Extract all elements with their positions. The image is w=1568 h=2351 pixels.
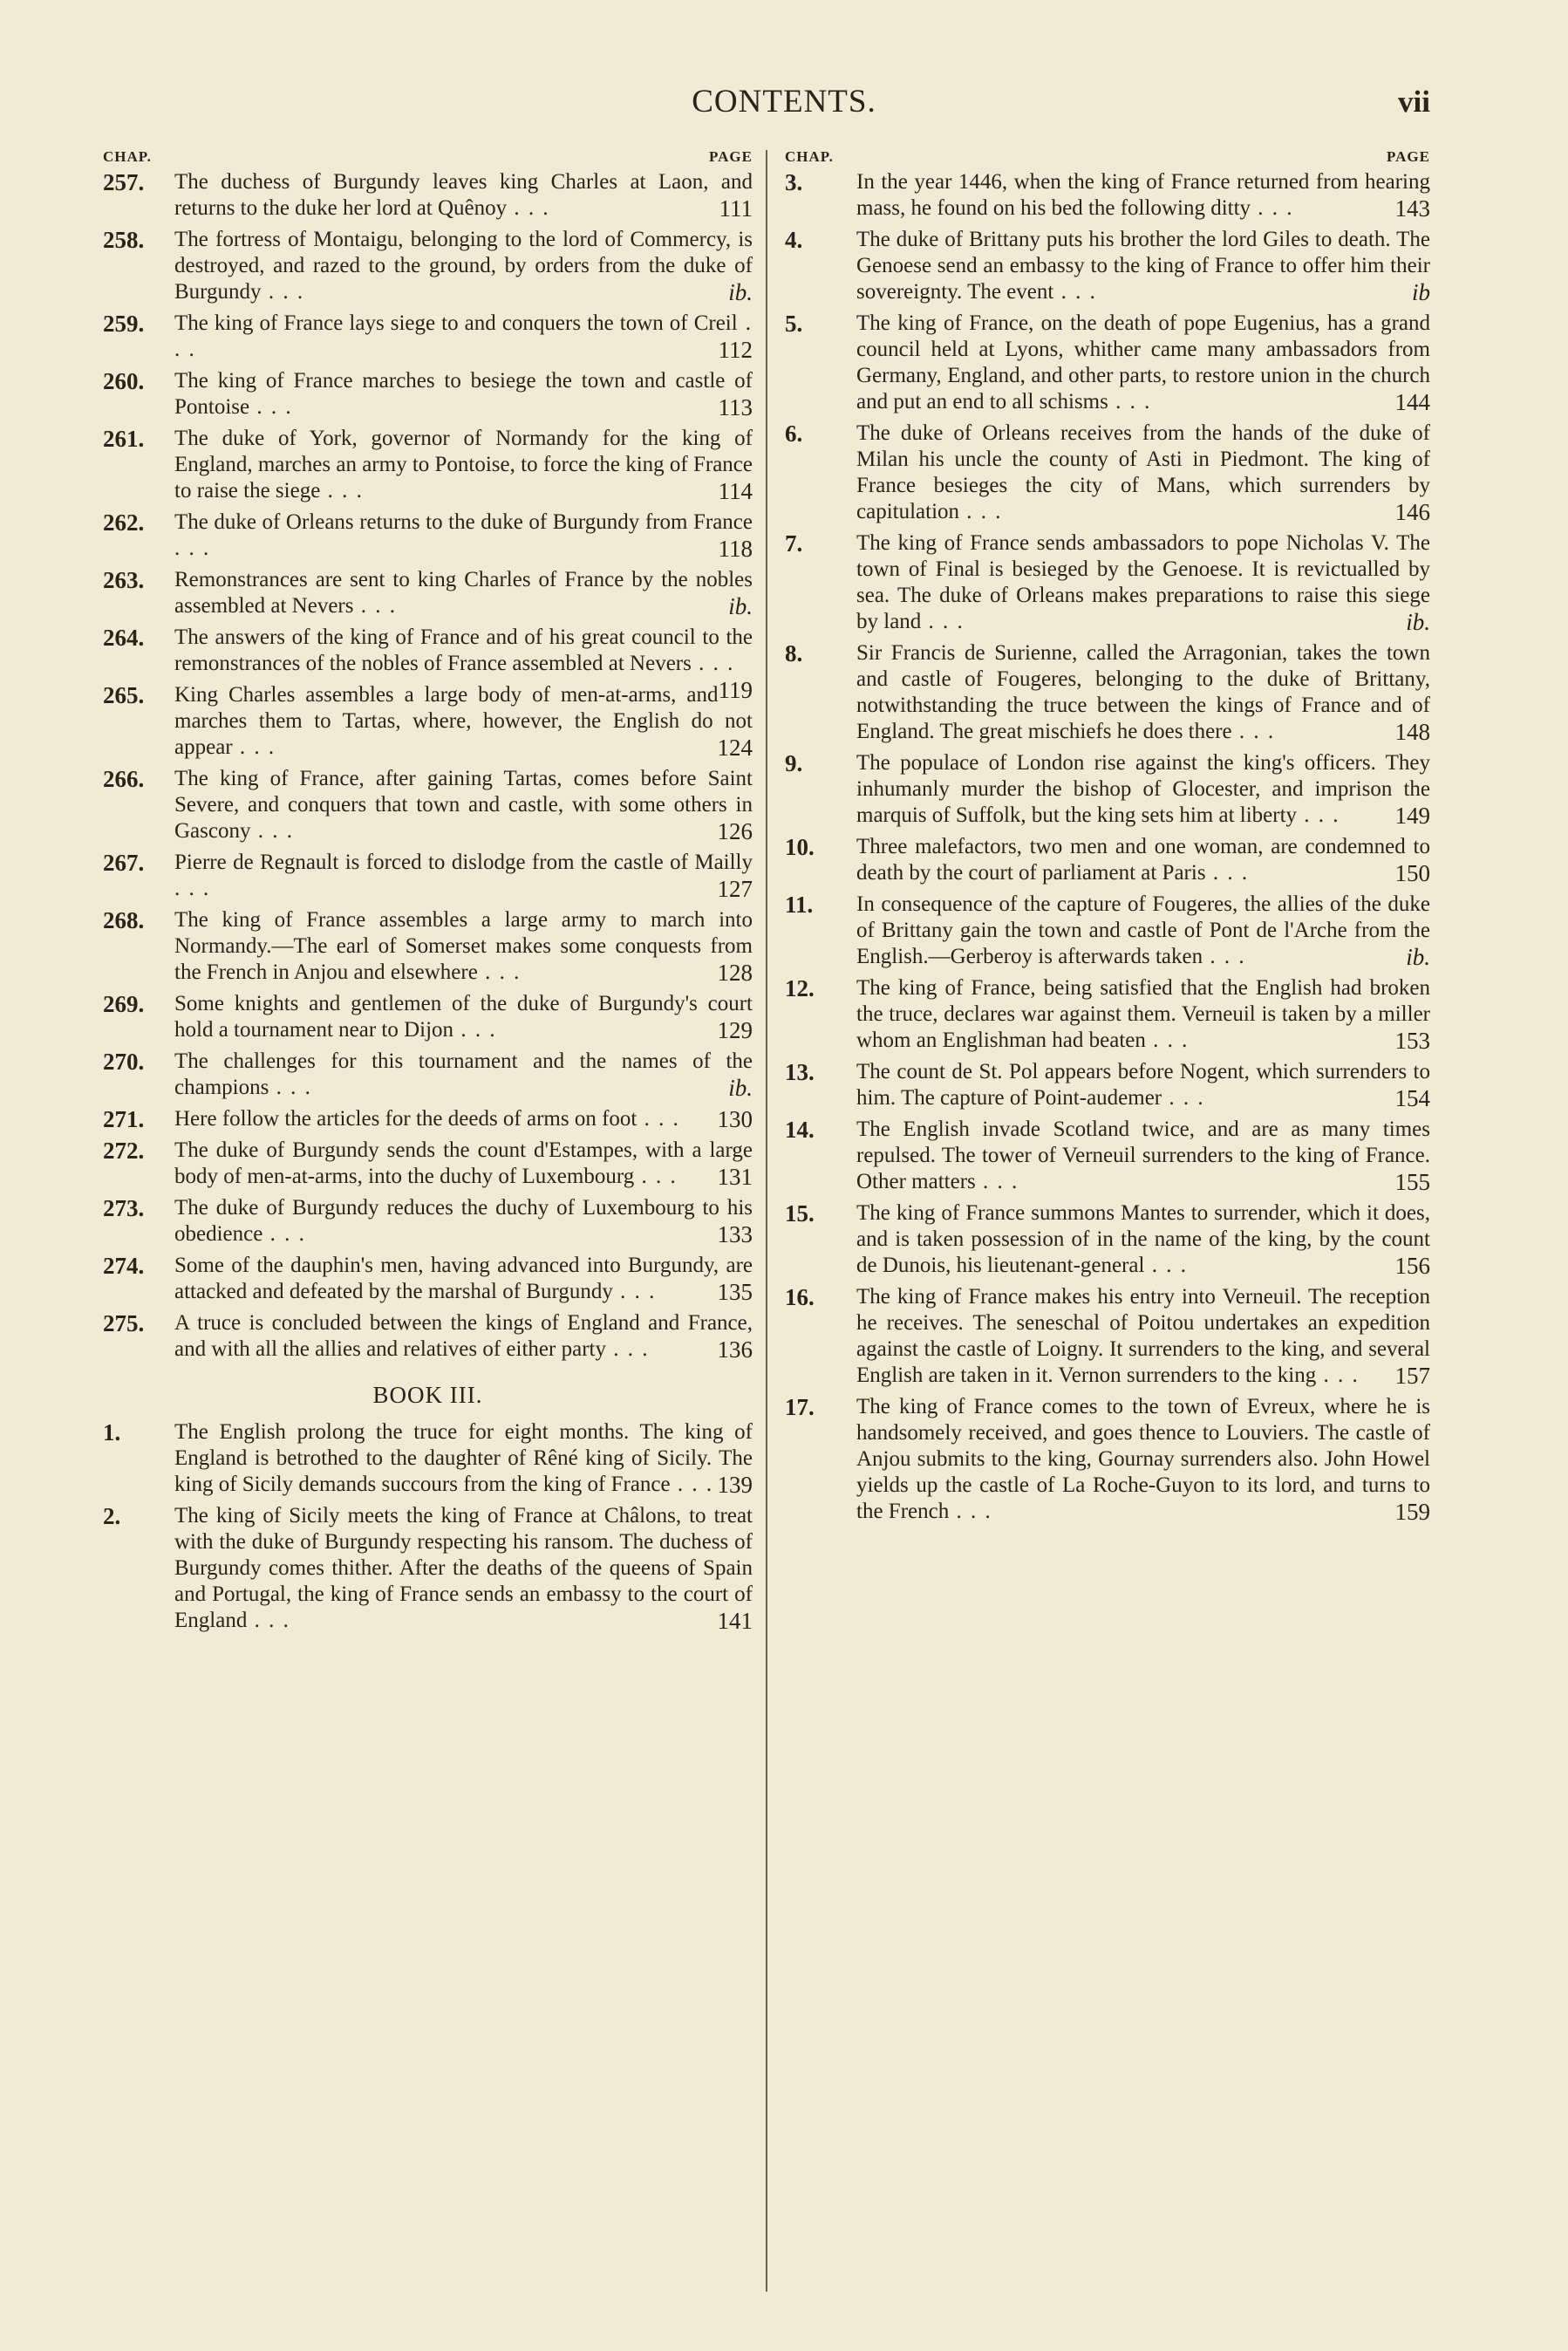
page-reference: 157 <box>1394 1363 1430 1389</box>
left-column <box>103 148 753 1639</box>
dot-leader: . . . <box>1297 803 1340 827</box>
page-reference: 114 <box>718 478 753 504</box>
entry-text-block <box>856 530 1430 635</box>
toc-entry <box>785 311 1430 415</box>
chapter-number: 268. <box>103 907 145 933</box>
chapter-number: 269. <box>103 991 145 1017</box>
entry-text-block <box>174 1195 753 1247</box>
page-reference: 130 <box>717 1106 753 1132</box>
chapter-number: 3. <box>785 169 803 195</box>
toc-entry <box>103 850 753 902</box>
page-reference: 136 <box>717 1336 753 1363</box>
page-reference: 111 <box>719 195 753 222</box>
entry-text-block <box>174 766 753 844</box>
chapter-description: The answers of the king of France and of his great council to the remonstrances of the nobles of France assembled at Nevers <box>174 625 753 675</box>
page-number: vii <box>1398 85 1430 119</box>
toc-entry <box>103 1049 753 1101</box>
page-reference: 146 <box>1394 499 1430 525</box>
chapter-description: The duke of Burgundy reduces the duchy of Luxembourg to his obedience <box>174 1196 753 1246</box>
dot-leader: . . . <box>262 1222 306 1246</box>
entry-text-block <box>174 1503 753 1634</box>
entry-text-block <box>174 368 753 420</box>
chapter-number: 262. <box>103 509 145 536</box>
entry-text-block <box>174 509 753 562</box>
chapter-description: Pierre de Regnault is forced to dislodge from the castle of Mailly <box>174 851 753 874</box>
chapter-number: 2. <box>103 1503 121 1529</box>
page-label: PAGE <box>709 148 753 165</box>
page-reference: ib. <box>1406 944 1430 970</box>
dot-leader: . . . <box>634 1165 678 1188</box>
left-entry-list <box>103 169 753 1363</box>
chapter-number: 271. <box>103 1106 145 1132</box>
dot-leader: . . . <box>174 536 211 560</box>
chapter-number: 258. <box>103 227 145 253</box>
page-reference: ib. <box>1406 609 1430 635</box>
dot-leader: . . . <box>959 500 1003 523</box>
chapter-description: The duke of Orleans receives from the hands of the duke of Milan his uncle the county of Asti in Piedmont. The king of France besieges the city of Mans, which surrenders by capitulation <box>856 421 1430 523</box>
chapter-description: Some knights and gentlemen of the duke of Burgundy's court hold a tournament near to Dijon <box>174 992 753 1042</box>
chapter-number: 267. <box>103 850 145 876</box>
chapter-description: The English prolong the truce for eight months. The king of England is betrothed to the daughter of Rêné king of Sicily. The king of Sicily demands succours from the king of France <box>174 1420 753 1496</box>
dot-leader: . . . <box>1231 720 1276 743</box>
chapter-number: 16. <box>785 1284 815 1310</box>
chapter-description: The king of France summons Mantes to surrender, which it does, and is taken possession of in the name of the king, by the count de Dunois, his lieutenant-general <box>856 1201 1430 1277</box>
entry-text-block <box>856 1394 1430 1525</box>
toc-entry <box>785 420 1430 525</box>
chapter-number: 6. <box>785 420 803 447</box>
page-reference: 143 <box>1394 195 1430 222</box>
entry-text-block <box>856 311 1430 415</box>
chapter-number: 4. <box>785 227 803 253</box>
entry-text-block <box>174 1310 753 1363</box>
dot-leader: . . . <box>1053 280 1097 304</box>
chapter-description: Remonstrances are sent to king Charles of France by the nobles assembled at Nevers <box>174 568 753 618</box>
dot-leader: . . . <box>1108 390 1152 413</box>
page-reference: 139 <box>717 1472 753 1498</box>
chapter-number: 266. <box>103 766 145 792</box>
toc-entry <box>785 834 1430 886</box>
chapter-number: 11. <box>785 892 814 918</box>
page-reference: 126 <box>717 818 753 844</box>
chapter-number: 273. <box>103 1195 145 1221</box>
page-reference: 150 <box>1394 860 1430 886</box>
chap-label: CHAP. <box>103 148 152 165</box>
chapter-description: The challenges for this tournament and the names of the champions <box>174 1049 753 1099</box>
dot-leader: . . . <box>507 196 550 220</box>
entry-text-block <box>174 1106 753 1132</box>
entry-text-block <box>856 975 1430 1054</box>
entry-text-block <box>856 1200 1430 1279</box>
toc-entry <box>103 311 753 363</box>
page-reference: 154 <box>1394 1085 1430 1111</box>
chapter-description: The fortress of Montaigu, belonging to the lord of Commercy, is destroyed, and razed to the ground, by orders from the duke of Burgundy <box>174 228 753 304</box>
book-entry-list <box>103 1419 753 1634</box>
toc-entry <box>103 1310 753 1363</box>
chapter-number: 260. <box>103 368 145 394</box>
entry-text-block <box>856 1117 1430 1195</box>
toc-entry <box>103 426 753 504</box>
toc-entry <box>785 640 1430 745</box>
entry-text-block <box>856 750 1430 829</box>
toc-entry <box>103 766 753 844</box>
book-heading: BOOK III. <box>372 1382 483 1408</box>
chapter-number: 263. <box>103 567 145 593</box>
entry-text-block <box>174 625 753 703</box>
dot-leader: . . . <box>1251 196 1294 220</box>
dot-leader: . . . <box>247 1609 290 1632</box>
page-reference: 156 <box>1394 1253 1430 1279</box>
entry-text-block <box>174 426 753 504</box>
chapter-number: 264. <box>103 625 145 651</box>
toc-entry <box>103 509 753 562</box>
entry-text-block <box>174 907 753 986</box>
chapter-description: The king of France assembles a large army to march into Normandy.—The earl of Somerset makes some conquests from the French in Anjou and elsewhere <box>174 908 753 984</box>
page-reference: 119 <box>718 677 753 703</box>
chapter-description: The king of France, on the death of pope Eugenius, has a grand council held at Lyons, whither came many ambassadors from Germany, England, and other parts, to restore union in the church and put an end to all schisms <box>856 311 1430 413</box>
page-header <box>0 83 1568 126</box>
chapter-description: The king of France, being satisfied that the English had broken the truce, declares war against them. Verneuil is taken by a miller whom an Englishman had beaten <box>856 976 1430 1052</box>
chapter-description: In the year 1446, when the king of France returned from hearing mass, he found on his bed the following ditty <box>856 170 1430 220</box>
dot-leader: . . . <box>261 280 305 304</box>
chapter-description: The duke of Orleans returns to the duke of Burgundy from France <box>174 510 753 534</box>
left-column-header <box>103 148 753 169</box>
chapter-number: 17. <box>785 1394 815 1420</box>
chapter-number: 5. <box>785 311 803 337</box>
entry-text-block <box>174 567 753 619</box>
page-reference: ib. <box>728 1075 753 1101</box>
toc-entry <box>103 682 753 761</box>
chap-label: CHAP. <box>785 148 834 165</box>
entry-text-block <box>174 991 753 1043</box>
toc-entry <box>785 892 1430 970</box>
entry-text-block <box>174 227 753 305</box>
toc-entry <box>785 1200 1430 1279</box>
toc-entry <box>103 1106 753 1132</box>
page-reference: 149 <box>1394 803 1430 829</box>
dot-leader: . . . <box>670 1473 714 1496</box>
entry-text-block <box>856 892 1430 970</box>
page-reference: 129 <box>717 1017 753 1043</box>
toc-entry <box>785 750 1430 829</box>
entry-text-block <box>174 1253 753 1305</box>
chapter-description: The English invade Scotland twice, and are as many times repulsed. The tower of Verneuil surrenders to the king of France. Other matters <box>856 1117 1430 1193</box>
toc-entry <box>785 975 1430 1054</box>
page-title: CONTENTS. <box>692 84 876 120</box>
dot-leader: . . . <box>174 311 753 361</box>
dot-leader: . . . <box>949 1500 992 1523</box>
chapter-number: 265. <box>103 682 145 708</box>
entry-text-block <box>856 1059 1430 1111</box>
column-divider <box>766 150 767 2292</box>
toc-entry <box>103 1419 753 1498</box>
toc-entry <box>785 1284 1430 1389</box>
toc-entry <box>103 907 753 986</box>
chapter-description: Three malefactors, two men and one woman, are condemned to death by the court of parliament at Paris <box>856 835 1430 885</box>
toc-entry <box>785 1394 1430 1525</box>
chapter-description: A truce is concluded between the kings of England and France, and with all the allies and relatives of either party <box>174 1311 753 1361</box>
chapter-number: 13. <box>785 1059 815 1085</box>
chapter-description: The duke of York, governor of Normandy for the king of England, marches an army to Pontoise, to force the king of France to raise the siege <box>174 427 753 502</box>
chapter-description: Here follow the articles for the deeds of arms on foot <box>174 1107 637 1131</box>
page-reference: ib <box>1411 279 1430 305</box>
page-reference: 148 <box>1394 719 1430 745</box>
entry-text-block <box>174 1049 753 1101</box>
page-reference: 124 <box>717 735 753 761</box>
entry-text-block <box>174 1419 753 1498</box>
dot-leader: . . . <box>174 877 211 900</box>
chapter-description: The duchess of Burgundy leaves king Charles at Laon, and returns to the duke her lord at Quênoy <box>174 170 753 220</box>
entry-text-block <box>856 640 1430 745</box>
toc-entry <box>785 530 1430 635</box>
chapter-number: 257. <box>103 169 145 195</box>
page-reference: 141 <box>717 1608 753 1634</box>
dot-leader: . . . <box>637 1107 680 1131</box>
chapter-number: 270. <box>103 1049 145 1075</box>
chapter-number: 275. <box>103 1310 145 1336</box>
chapter-description: The duke of Brittany puts his brother the lord Giles to death. The Genoese send an embassy to the king of France to offer him their sovereignty. The event <box>856 228 1430 304</box>
chapter-description: The king of France makes his entry into Verneuil. The reception he receives. The seneschal of Poitou undertakes an expedition against the castle of Loigny. It surrenders to the king, and several English are taken in it. Vernon surrenders to the king <box>856 1285 1430 1387</box>
dot-leader: . . . <box>975 1170 1019 1193</box>
toc-entry <box>103 1138 753 1190</box>
page-reference: 118 <box>718 536 753 562</box>
entry-text-block <box>856 169 1430 222</box>
toc-entry <box>103 169 753 222</box>
right-column-header <box>785 148 1430 169</box>
dot-leader: . . . <box>269 1076 312 1099</box>
page-reference: 128 <box>717 960 753 986</box>
toc-entry <box>785 169 1430 222</box>
dot-leader: . . . <box>1205 861 1250 885</box>
chapter-number: 9. <box>785 750 803 776</box>
page-reference: ib. <box>728 279 753 305</box>
chapter-description: The king of France comes to the town of Evreux, where he is handsomely received, and goes thence to Louviers. The castle of Anjou submits to the king, Gournay surrenders also. John Howel yields up the castle of La Roche-Guyon to its lord, and turns to the French <box>856 1395 1430 1523</box>
entry-text-block <box>856 227 1430 305</box>
page-label: PAGE <box>1387 148 1430 165</box>
chapter-description: The king of France lays siege to and conquers the town of Creil <box>174 311 738 335</box>
dot-leader: . . . <box>1144 1254 1188 1277</box>
chapter-number: 261. <box>103 426 145 452</box>
toc-entry <box>103 368 753 420</box>
chapter-number: 274. <box>103 1253 145 1279</box>
entry-text-block <box>856 1284 1430 1389</box>
toc-entry <box>103 1195 753 1247</box>
chapter-number: 12. <box>785 975 815 1001</box>
entry-text-block <box>174 1138 753 1190</box>
entry-text-block <box>174 850 753 902</box>
dot-leader: . . . <box>453 1018 497 1042</box>
toc-entry <box>785 1117 1430 1195</box>
right-column <box>785 148 1430 1530</box>
chapter-description: The king of Sicily meets the king of France at Châlons, to treat with the duke of Burgundy respecting his ransom. The duchess of Burgundy comes thither. After the deaths of the queens of Spain and Portugal, the king of France sends an embassy to the court of England <box>174 1504 753 1632</box>
toc-entry <box>103 1253 753 1305</box>
dot-leader: . . . <box>353 594 397 618</box>
dot-leader: . . . <box>232 735 276 759</box>
chapter-description: The king of France sends ambassadors to pope Nicholas V. The town of Final is besieged by the Genoese. It is revictualled by sea. The duke of Orleans makes preparations to raise this siege by land <box>856 531 1430 633</box>
dot-leader: . . . <box>1145 1029 1190 1052</box>
chapter-description: In consequence of the capture of Fougeres, the allies of the duke of Brittany gain the town and castle of Pont de l'Arche from the English.—Gerberoy is afterwards taken <box>856 892 1430 968</box>
toc-entry <box>103 1503 753 1634</box>
chapter-description: Some of the dauphin's men, having advanced into Burgundy, are attacked and defeated by the marshal of Burgundy <box>174 1254 753 1303</box>
toc-entry <box>103 227 753 305</box>
chapter-description: The duke of Burgundy sends the count d'Estampes, with a large body of men-at-arms, into the duchy of Luxembourg <box>174 1138 753 1188</box>
chapter-description: The king of France marches to besiege the town and castle of Pontoise <box>174 369 753 419</box>
chapter-description: The populace of London rise against the king's officers. They inhumanly murder the bishop of Glocester, and imprison the marquis of Suffolk, but the king sets him at liberty <box>856 751 1430 827</box>
chapter-number: 15. <box>785 1200 815 1227</box>
chapter-description: The king of France, after gaining Tartas, comes before Saint Severe, and conquers that town and castle, with some others in Gascony <box>174 767 753 843</box>
entry-text-block <box>856 834 1430 886</box>
dot-leader: . . . <box>691 652 735 675</box>
chapter-description: The count de St. Pol appears before Nogent, which surrenders to him. The capture of Point-audemer <box>856 1060 1430 1110</box>
chapter-number: 10. <box>785 834 815 860</box>
dot-leader: . . . <box>605 1337 650 1361</box>
chapter-number: 272. <box>103 1138 145 1164</box>
dot-leader: . . . <box>249 395 293 419</box>
chapter-description: King Charles assembles a large body of men-at-arms, and marches them to Tartas, where, however, the English do not appear <box>174 683 753 759</box>
toc-entry <box>103 991 753 1043</box>
chapter-number: 14. <box>785 1117 815 1143</box>
dot-leader: . . . <box>1162 1086 1205 1110</box>
chapter-number: 8. <box>785 640 803 666</box>
page-reference: 127 <box>717 876 753 902</box>
page-reference: 133 <box>717 1221 753 1247</box>
toc-entry <box>103 567 753 619</box>
page-reference: 112 <box>718 337 753 363</box>
page-reference: 159 <box>1394 1499 1430 1525</box>
chapter-number: 259. <box>103 311 145 337</box>
page-reference: 131 <box>717 1164 753 1190</box>
page-reference: 155 <box>1394 1169 1430 1195</box>
entry-text-block <box>174 682 753 761</box>
toc-entry <box>785 1059 1430 1111</box>
chapter-description: Sir Francis de Surienne, called the Arragonian, takes the town and castle of Fougeres, belonging to the duke of Brittany, notwithstanding the truce between the kings of France and of England. The great mischiefs he does there <box>856 641 1430 743</box>
dot-leader: . . . <box>921 610 965 633</box>
right-entry-list <box>785 169 1430 1525</box>
page-reference: 135 <box>717 1279 753 1305</box>
dot-leader: . . . <box>1316 1363 1360 1387</box>
dot-leader: . . . <box>612 1280 657 1303</box>
entry-text-block <box>174 311 753 363</box>
page-reference: ib. <box>728 593 753 619</box>
chapter-number: 1. <box>103 1419 121 1445</box>
dot-leader: . . . <box>1203 945 1246 968</box>
dot-leader: . . . <box>250 819 294 843</box>
entry-text-block <box>174 169 753 222</box>
page-reference: 144 <box>1394 389 1430 415</box>
page-reference: 113 <box>718 394 753 420</box>
chapter-number: 7. <box>785 530 803 557</box>
entry-text-block <box>856 420 1430 525</box>
page-reference: 153 <box>1394 1028 1430 1054</box>
dot-leader: . . . <box>320 479 364 502</box>
toc-entry <box>785 227 1430 305</box>
dot-leader: . . . <box>477 960 522 984</box>
